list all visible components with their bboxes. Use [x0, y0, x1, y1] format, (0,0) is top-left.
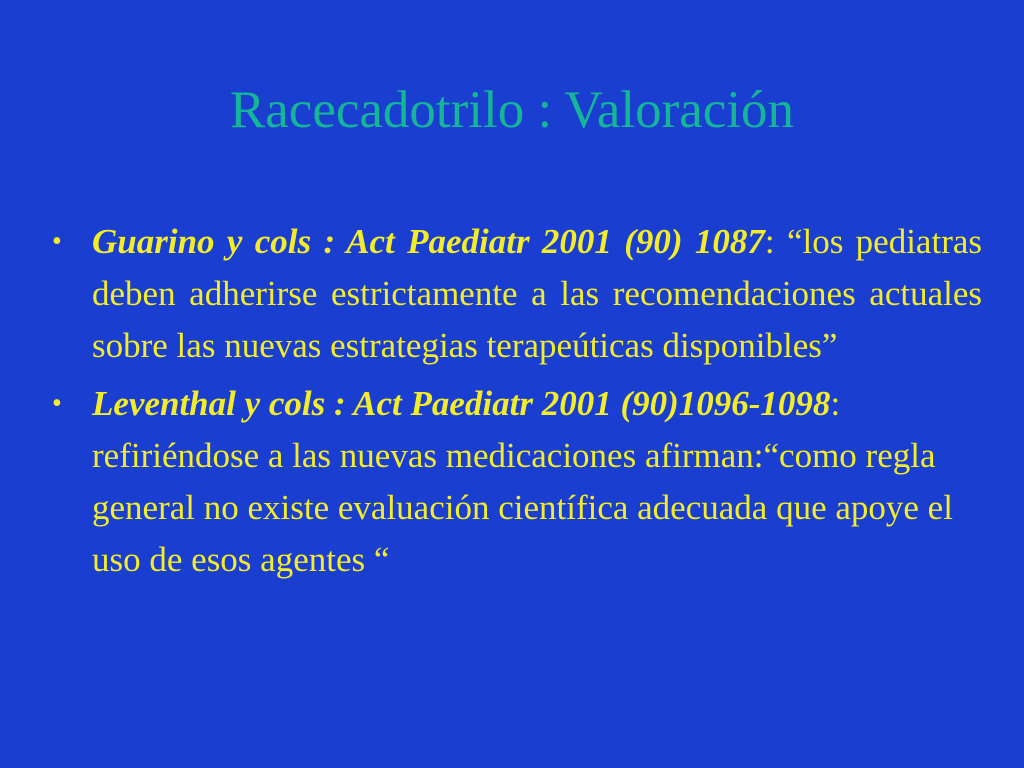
bullet-item-leventhal — [52, 378, 982, 586]
bullet-dot-icon: • — [52, 226, 62, 257]
slide-title: Racecadotrilo : Valoración — [229, 81, 795, 139]
citation-quote: : refiriéndose a las nuevas medicaciones afirman:“como regla general no existe evaluación científica adecuada que apoye el uso de esos agentes “ — [92, 384, 953, 579]
bullet-item-guarino — [52, 216, 982, 372]
citation-quote: : “los pediatras deben adherirse estrictamente a las recomendaciones actuales sobre las nuevas estrategias terapeúticas disponibles” — [92, 222, 983, 365]
bullet-list — [52, 216, 982, 586]
bullet-dot-icon: • — [52, 388, 62, 419]
citation-reference: Guarino y cols : Act Paediatr 2001 (90) 1087 — [92, 222, 765, 261]
citation-reference: Leventhal y cols : Act Paediatr 2001 (90)1096-1098 — [92, 384, 831, 423]
